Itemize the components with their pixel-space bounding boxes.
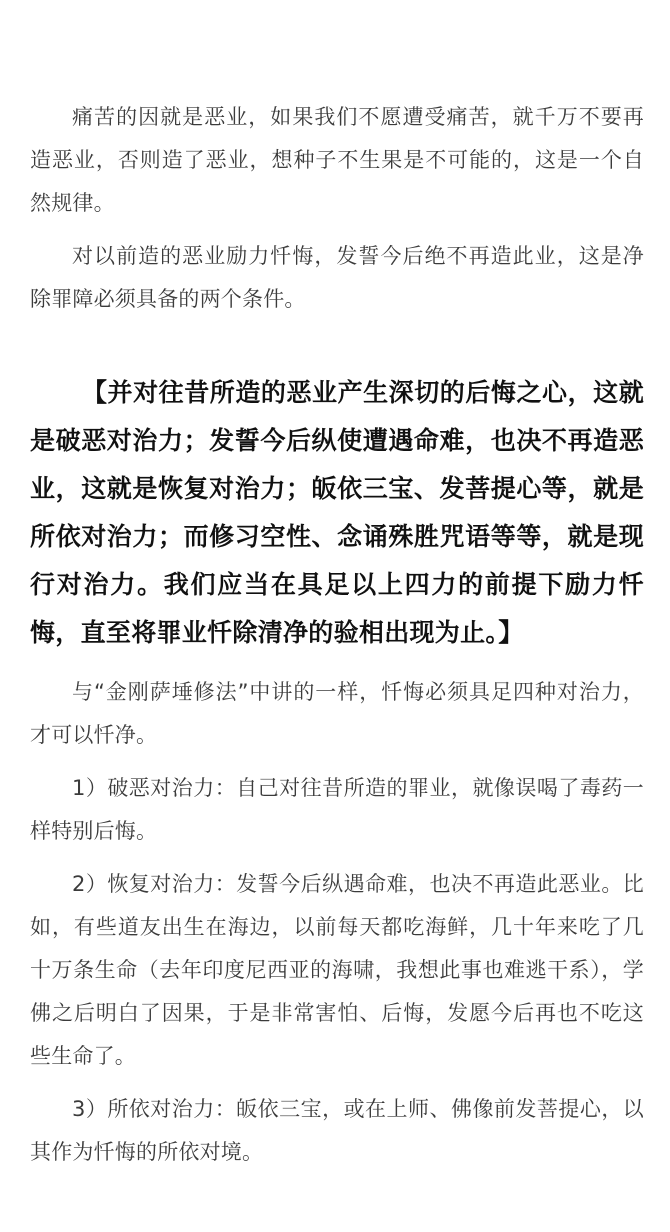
- paragraph-power-1: 1）破恶对治力：自己对往昔所造的罪业，就像误喝了毒药一样特别后悔。: [30, 776, 644, 843]
- article-body: [30, 96, 644, 1174]
- spacer: [30, 657, 644, 671]
- root-text-quote: 【并对往昔所造的恶业产生深切的后悔之心，这就是破恶对治力；发誓今后纵使遭遇命难，也决不再造恶业，这就是恢复对治力；皈依三宝、发菩提心等，就是所依对治力；而修习空性、念诵殊胜咒语等等，就是现行对治力。我们应当在具足以上四力的前提下励力忏悔，直至将罪业忏除清净的验相出现为止。】: [30, 378, 644, 647]
- spacer: [30, 757, 644, 767]
- paragraph-power-3: 3）所依对治力：皈依三宝，或在上师、佛像前发菩提心，以其作为忏悔的所依对境。: [30, 1097, 644, 1164]
- paragraph-power-2: 2）恢复对治力：发誓今后纵遇命难，也决不再造此恶业。比如，有些道友出生在海边，以前每天都吃海鲜，几十年来吃了几十万条生命（去年印度尼西亚的海啸，我想此事也难逃干系），学佛之后明白了因果，于是非常害怕、后悔，发愿今后再也不吃这些生命了。: [30, 872, 644, 1068]
- paragraph-karma-cause: 痛苦的因就是恶业，如果我们不愿遭受痛苦，就千万不要再造恶业，否则造了恶业，想种子不生果是不可能的，这是一个自然规律。: [30, 105, 644, 215]
- spacer: [30, 853, 644, 863]
- spacer: [30, 225, 644, 235]
- spacer: [30, 321, 644, 369]
- spacer: [30, 1078, 644, 1088]
- paragraph-two-conditions: 对以前造的恶业励力忏悔，发誓今后绝不再造此业，这是净除罪障必须具备的两个条件。: [30, 244, 644, 311]
- paragraph-four-powers: 与“金刚萨埵修法”中讲的一样，忏悔必须具足四种对治力，才可以忏净。: [30, 680, 644, 747]
